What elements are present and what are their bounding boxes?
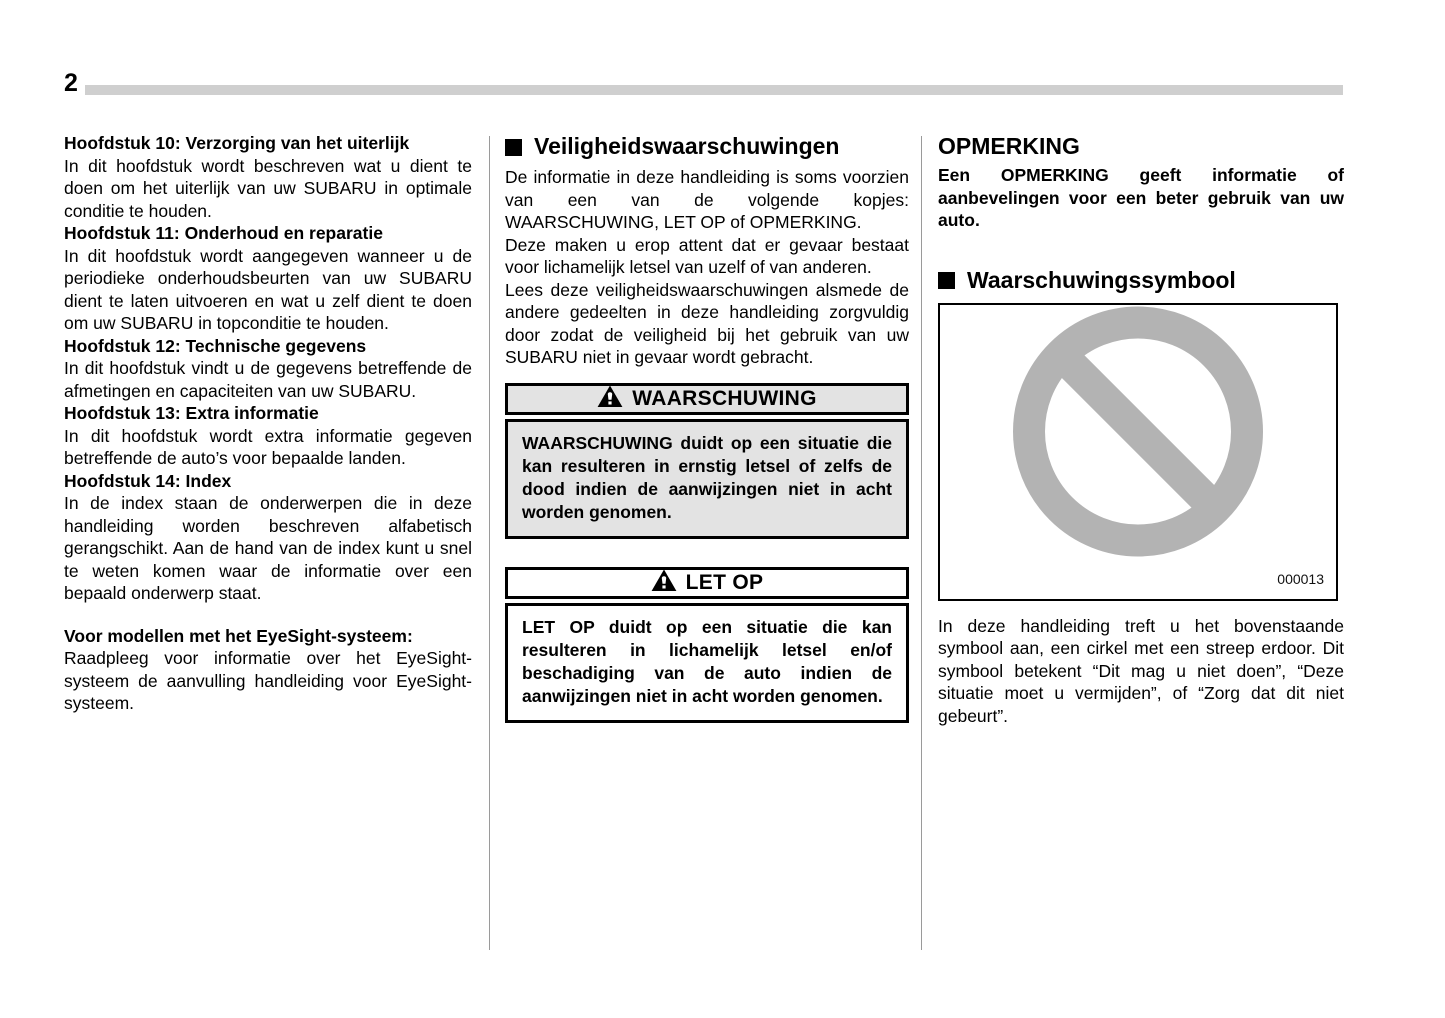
- warning-symbol-figure: [938, 303, 1338, 601]
- chapter-13-heading: Hoofdstuk 13: Extra informatie: [64, 403, 319, 423]
- caution-box-header: [505, 567, 909, 599]
- spacer: [64, 605, 472, 625]
- header-rule: [85, 85, 1343, 95]
- chapter-11-body: In dit hoofdstuk wordt aangegeven wanneer u de periodieke onderhoudsbeurten van uw SUBARU dient te laten uitvoeren en wat u zelf dient te doen om uw SUBARU in topconditie te houden.: [64, 245, 472, 333]
- page-header: [0, 0, 1445, 120]
- warning-triangle-icon: [651, 569, 677, 597]
- safety-paragraph-3: Lees deze veiligheidswaarschuwingen alsmede de andere gedeelten in deze handleiding zorgvuldig door zodat de veiligheid bij het gebruik van uw SUBARU niet in gevaar wordt gebracht.: [505, 279, 909, 367]
- prohibition-circle-slash-icon: [1012, 305, 1264, 562]
- chapter-10-heading: Hoofdstuk 10: Verzorging van het uiterlijk: [64, 133, 410, 153]
- chapter-14-heading: Hoofdstuk 14: Index: [64, 470, 232, 491]
- warning-symbol-heading: [938, 266, 1344, 294]
- note-body: Een OPMERKING geeft informatie of aanbevelingen voor een beter gebruik van uw auto.: [938, 165, 1344, 230]
- safety-warnings-heading-label: Veiligheidswaarschuwingen: [534, 133, 840, 159]
- note-heading: OPMERKING: [938, 133, 1080, 159]
- square-bullet-icon: [938, 272, 955, 289]
- safety-paragraph-1: De informatie in deze handleiding is soms voorzien van een van de volgende kopjes: WAARSCHUWING, LET OP of OPMERKING.: [505, 167, 909, 232]
- caution-box-title: LET OP: [685, 570, 764, 594]
- column-divider-right: [921, 136, 922, 950]
- chapter-10-body: In dit hoofdstuk wordt beschreven wat u dient te doen om het uiterlijk van uw SUBARU in optimale conditie te houden.: [64, 155, 472, 221]
- chapter-14-body: In de index staan de onderwerpen die in deze handleiding worden beschreven alfabetisch gerangschikt. Aan de hand van de index kunt u snel te weten komen waar de informatie over een bepaald onderwerp staat.: [64, 493, 472, 603]
- eyesight-body: Raadpleeg voor informatie over het EyeSight-systeem de aanvulling handleiding voor EyeSight-systeem.: [64, 648, 472, 713]
- chapter-12-heading: Hoofdstuk 12: Technische gegevens: [64, 335, 367, 356]
- page-columns: [0, 132, 1445, 960]
- chapter-12-body: In dit hoofdstuk vindt u de gegevens betreffende de afmetingen en capaciteiten van uw SUBARU.: [64, 358, 472, 401]
- square-bullet-icon: [505, 139, 522, 156]
- column-right: [938, 132, 1344, 960]
- warning-box: [505, 383, 909, 539]
- chapter-13-body: In dit hoofdstuk wordt extra informatie gegeven betreffende de auto’s voor bepaalde landen.: [64, 425, 472, 468]
- warning-box-body: [505, 419, 909, 539]
- warning-symbol-body: In deze handleiding treft u het bovenstaande symbool aan, een cirkel met een streep erdoor. Dit symbool betekent “Dit mag u niet doen”, “Deze situatie moet u vermijden”, of “Zorg dat dit niet gebeurt”.: [938, 615, 1344, 726]
- figure-caption: 000013: [1277, 570, 1324, 587]
- caution-box-text: LET OP duidt op een situatie die kan resulteren in lichamelijk letsel en/of beschadiging van de auto indien de aanwijzingen niet in acht worden genomen.: [522, 616, 892, 706]
- warning-box-title: WAARSCHUWING: [632, 386, 817, 410]
- eyesight-heading: Voor modellen met het EyeSight-systeem:: [64, 625, 413, 646]
- chapter-11-heading: Hoofdstuk 11: Onderhoud en reparatie: [64, 223, 383, 243]
- safety-warnings-heading: [505, 132, 909, 160]
- page-number: 2: [64, 69, 78, 97]
- column-left: [64, 132, 472, 960]
- caution-box-body: [505, 603, 909, 723]
- warning-symbol-heading-label: Waarschuwingssymbool: [967, 266, 1236, 293]
- warning-box-header: [505, 383, 909, 415]
- warning-triangle-icon: [597, 385, 623, 413]
- column-divider-left: [489, 136, 490, 950]
- column-middle: [505, 132, 909, 960]
- caution-box: [505, 567, 909, 723]
- safety-paragraph-2: Deze maken u erop attent dat er gevaar bestaat voor lichamelijk letsel van uzelf of van anderen.: [505, 234, 909, 277]
- warning-box-text: WAARSCHUWING duidt op een situatie die kan resulteren in ernstig letsel of zelfs de dood indien de aanwijzingen niet in acht worden genomen.: [522, 432, 892, 522]
